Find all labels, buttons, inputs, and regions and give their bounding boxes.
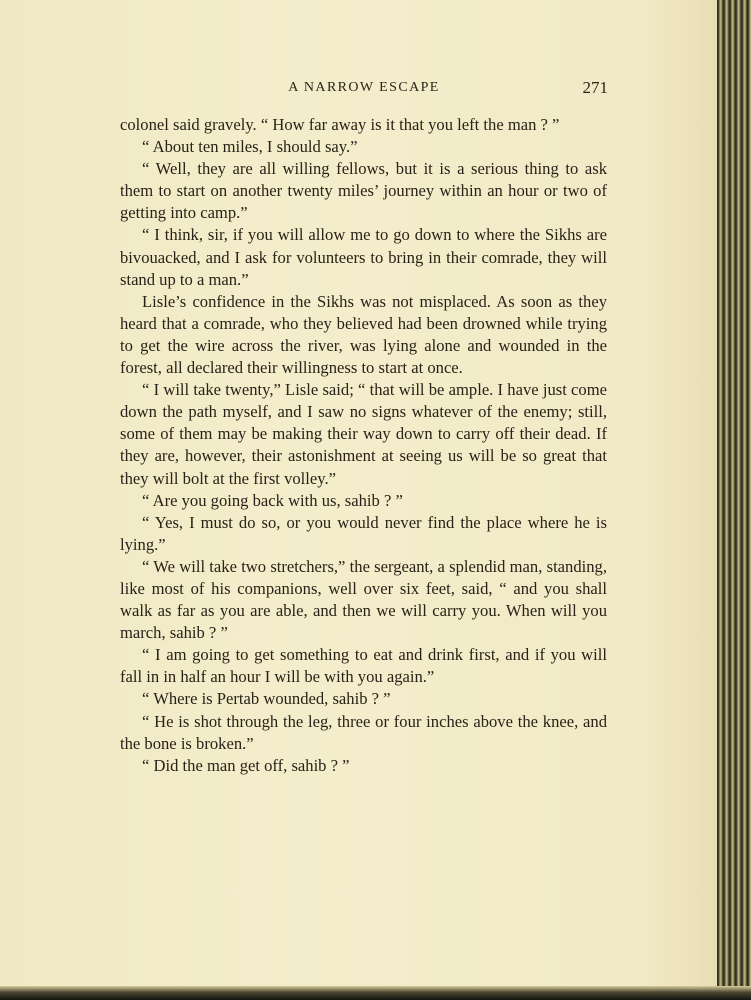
paragraph: “ We will take two stretchers,” the sergeant, a splendid man, standing, like most of his companions, well over six feet, said, “ and you shall walk as far as you are able, and then we will carry you. When will you march, sahib ? ”: [120, 556, 607, 643]
paragraph: “ I will take twenty,” Lisle said; “ that will be ample. I have just come down the path myself, and I saw no signs whatever of the enemy; still, some of them may be making their way down to carry off their dead. If they are, however, their astonishment at seeing us will be so great that they will bolt at the first volley.”: [120, 380, 607, 488]
paragraph: “ Are you going back with us, sahib ? ”: [142, 490, 403, 510]
paragraph: “ About ten miles, I should say.”: [142, 137, 358, 157]
paragraph: “ I think, sir, if you will allow me to go down to where the Sikhs are bivouacked, and I ask for volunteers to bring in their comrade, they will stand up to a man.”: [120, 225, 607, 289]
paragraph: “ Did the man get off, sahib ? ”: [142, 755, 350, 775]
paragraph: “ Well, they are all willing fellows, but it is a serious thing to ask them to start on another twenty miles’ journey within an hour or two of getting into camp.”: [120, 159, 607, 223]
page-header: [120, 78, 608, 100]
paragraph: “ He is shot through the leg, three or four inches above the knee, and the bone is broken.”: [120, 711, 607, 753]
paragraph: “ I am going to get something to eat and drink first, and if you will fall in in half an hour I will be with you again.”: [120, 645, 607, 687]
page-number: 271: [582, 78, 608, 97]
running-head: A NARROW ESCAPE: [288, 80, 440, 95]
paragraph: Lisle’s confidence in the Sikhs was not misplaced. As soon as they heard that a comrade, who they believed had been drowned while trying to get the wire across the river, was lying alone and wounded in the forest, all declared their willingness to start at once.: [120, 291, 607, 378]
page-edge-bottom: [0, 986, 751, 1000]
paragraph: “ Where is Pertab wounded, sahib ? ”: [142, 689, 391, 709]
body-text: [120, 114, 607, 777]
paragraph: “ Yes, I must do so, or you would never find the place where he is lying.”: [120, 512, 607, 554]
page-edge-right: [717, 0, 751, 1000]
paragraph: colonel said gravely. “ How far away is it that you left the man ? ”: [120, 115, 560, 134]
